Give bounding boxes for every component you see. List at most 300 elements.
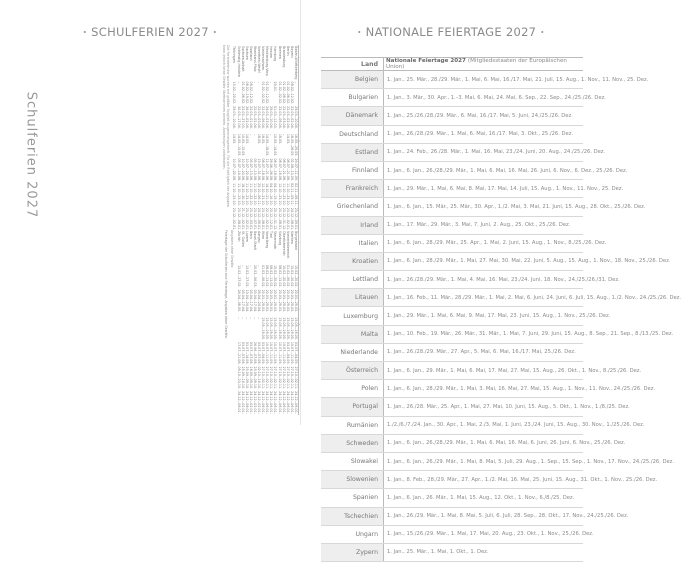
school-holidays-cell: 10.05.–14.05. <box>273 133 278 157</box>
school-holidays-cell: 20.03.–29.03. <box>269 289 274 313</box>
school-holidays-cell: 20.02.–06.03. <box>252 264 257 288</box>
holiday-row <box>321 89 583 107</box>
school-holidays-cell: Sachsen-Anhalt <box>240 46 245 72</box>
country-name: Rumänien <box>321 416 384 434</box>
holiday-row <box>321 161 583 179</box>
school-holidays-cell: 22.03.–27.03. <box>240 106 245 129</box>
holiday-dates: 1. Jan., 6. Jan., 28./29. Mär., 1. Mai, 3. Mai, 16. Mai, 27. Mai, 15. Aug., 1. Nov., 11. Nov., 24./25./26. Dez. <box>384 380 584 398</box>
school-holidays-cell: 18.05.–29.05. <box>293 133 298 157</box>
bullet-icon: • <box>357 28 362 37</box>
school-holidays-cell: Saarland <box>248 46 253 61</box>
school-holidays-row <box>241 230 245 415</box>
school-holidays-cell: 23.12.–02.01. <box>285 207 290 231</box>
school-holidays-cell: 24.12.–02.01. <box>252 391 257 414</box>
school-holidays-row <box>273 230 277 415</box>
school-holidays-cell: 24.12.–02.01. <box>248 391 253 414</box>
school-holidays-cell: 11.10.–23.10. <box>285 183 290 206</box>
bullet-icon: • <box>540 28 545 37</box>
school-holidays-cell: 23.12.–02.01. <box>244 207 249 231</box>
school-holidays-cell: – <box>252 81 257 84</box>
school-holidays-cell: 02.10.–16.10. <box>257 366 262 390</box>
school-holidays-cell: 15.05.–18.05. <box>265 317 270 340</box>
school-holidays-cell: Mecklenburg-Vorp. <box>265 46 270 77</box>
school-holidays-cell: 18.05. <box>257 133 262 145</box>
holiday-dates: 1. Jan., 25./26./28./29. Mär., 6. Mai, 16./17. Mai, 5. Juni, 24./25./26. Dez. <box>384 107 584 125</box>
school-holidays-cell: 24.03.–03.04. <box>265 106 270 129</box>
school-holidays-cell: 24.12.–02.01. <box>257 391 262 414</box>
school-holidays-cell: 18.09.–09.10. <box>248 366 253 390</box>
holiday-row <box>321 289 583 307</box>
school-holidays-cell: 24.12.–06.01. <box>281 391 286 414</box>
school-holidays-cell: 15.05.–18.05. <box>289 317 294 340</box>
school-holidays-cell: Luzern <box>244 231 249 243</box>
school-holidays-cell: 03.04.–17.04. <box>248 289 253 313</box>
school-holidays-row <box>261 230 265 415</box>
school-holidays-cell: 24.12.–06.01. <box>289 391 294 414</box>
school-holidays-footer: Feiertage der Schulferien sind Ferientage, Angaben ohne Gewähr. <box>224 230 229 339</box>
school-holidays-cell: 20.03.–29.03. <box>281 289 286 313</box>
school-holidays-cell: 14.05.–18.05. <box>265 133 270 157</box>
holiday-row <box>321 398 583 416</box>
holiday-dates: 1. Jan., 8. Feb., 28./29. Mär., 27. Apr., 1./2. Mai, 16. Mai, 25. Juni, 15. Aug., 31. Okt., 1. Nov., 25./26. Dez. <box>384 471 584 489</box>
holiday-row <box>321 507 583 525</box>
country-name: Tschechien <box>321 507 384 525</box>
school-holidays-cell: – <box>244 317 249 319</box>
country-name: Ungarn <box>321 525 384 543</box>
school-holidays-cell: 03.07.–07.08. <box>240 341 245 365</box>
school-holidays-cell: 22.03.–03.04. <box>257 106 262 129</box>
school-holidays-row <box>286 230 290 415</box>
school-holidays-cell: 24.12.–06.01. <box>293 391 298 414</box>
school-holidays-cell: 23.12.–03.01. <box>248 207 253 231</box>
school-holidays-cell: 01.02.–02.02. <box>277 81 282 105</box>
school-holidays-cell: 20.03.–29.03. <box>293 289 298 313</box>
school-holidays-row <box>249 230 253 415</box>
holiday-dates: 1. Jan., 6. Jan., 29. Mär., 1. Mai, 6. Mai, 17. Mai, 27. Mai, 15. Aug., 26. Okt., 1. Nov., 8./25./26. Dez. <box>384 362 584 380</box>
school-holidays-cell: – <box>257 81 262 84</box>
school-holidays-cell: 10.07.–20.08. <box>244 158 249 182</box>
school-holidays-cell: 24.12.–06.01. <box>269 391 274 414</box>
school-holidays-cell: 15.05.–18.05. <box>281 317 286 340</box>
holiday-row <box>321 362 583 380</box>
school-holidays-cell: – <box>281 133 286 136</box>
school-holidays-cell: 04.10.–16.10. <box>269 183 274 206</box>
school-holidays-cell: 22.03.–02.04. <box>289 106 294 129</box>
school-holidays-cell: 30.03.–17.04. <box>236 106 241 129</box>
school-holidays-table <box>232 45 303 231</box>
school-holidays-cell: – <box>269 81 274 84</box>
holiday-row <box>321 489 583 507</box>
holiday-row <box>321 325 583 343</box>
school-holidays-cell: – <box>240 264 245 267</box>
school-holidays-cell: Steiermark <box>273 231 278 250</box>
school-holidays-row <box>273 45 277 231</box>
school-holidays-cell: 12.07.–21.08. <box>265 158 270 182</box>
school-holidays-cell: Burgenland <box>293 231 298 250</box>
holiday-dates: 1. Jan., 17. Mär., 29. Mär., 3. Mai, 7. Juni, 2. Aug., 25. Okt., 25./26. Dez. <box>384 216 584 234</box>
right-page-header <box>301 25 601 39</box>
school-holidays-row <box>245 45 249 231</box>
school-holidays-cell: 04.10.–15.10. <box>273 183 278 206</box>
school-holidays-cell: 12.10.–23.10. <box>261 183 266 206</box>
school-holidays-cell: Basel-Stadt <box>252 231 257 250</box>
holiday-dates: 1. Jan., 6. Jan., 15. Mär., 25. Mär., 30. Apr., 1./2. Mai, 3. Mai, 21. Juni, 15. Aug., 28. Okt., 25./26. Dez. <box>384 198 584 216</box>
school-holidays-cell: 14.05. <box>285 133 290 145</box>
school-holidays-cell: 24.12.–08.01. <box>236 391 241 414</box>
holiday-dates: 1. Jan., 10. Feb., 19. Mär., 26. Mär., 31. Mär., 1. Mai, 7. Juni, 29. Juni, 15. Aug., 8. Sep., 21. Sep., 8./13./25. Dez. <box>384 325 584 343</box>
school-holidays-row <box>286 45 290 231</box>
holiday-row <box>321 416 583 434</box>
holiday-row <box>321 343 583 361</box>
school-holidays-cell: 20.03.–29.03. <box>289 289 294 313</box>
school-holidays-cell: 15.05.–18.05. <box>261 317 266 340</box>
school-holidays-cell: 23.12.–09.01. <box>293 207 298 231</box>
school-holidays-cell: 24.04.–08.05. <box>236 289 241 313</box>
school-holidays-cell: 22.03.–02.04. <box>252 106 257 129</box>
school-holidays-cell: 01.02.–06.02. <box>285 81 290 105</box>
school-holidays-cell: 24.12.–06.01. <box>277 391 282 414</box>
school-holidays-cell: 01.02.–02.02. <box>261 81 266 105</box>
school-holidays-cell: 12.10.–23.10. <box>277 183 282 206</box>
school-holidays-note: Die Ferientermine wurden mit größter Sorgfalt zusammengestellt. Für die Richtigkeit der Angaben kann jedoch keine Gewähr übernommen werden. Änderungen vorbehalten. <box>222 45 231 207</box>
school-holidays-cell: 01.03.–12.03. <box>273 106 278 129</box>
school-holidays-cell: Sachsen <box>244 46 249 60</box>
school-holidays-cell: 24.12.–06.01. <box>265 391 270 414</box>
holiday-dates: 1. Jan., 6. Jan., 26./28./29. Mär., 1. Mai, 6. Mai, 16. Mai, 6. Juni, 26. Juni, 6. Nov., 25./26. Dez. <box>384 434 584 452</box>
school-holidays-cell: 22.03.–02.04. <box>285 106 290 129</box>
school-holidays-cell: 10.07.–11.09. <box>281 341 286 365</box>
column-header-land: Land <box>321 58 384 71</box>
school-holidays-cell: Aargau <box>257 231 262 243</box>
school-holidays-row <box>253 230 257 415</box>
school-holidays-cell: 10.07.–11.09. <box>273 341 278 365</box>
school-holidays-cell: 17.07.–21.08. <box>236 341 241 365</box>
holiday-row <box>321 71 583 89</box>
school-holidays-cell: Nordrhein-Westf. <box>257 46 262 74</box>
school-holidays-cell: 11.10.–23.10. <box>244 183 249 206</box>
school-holidays-cell: 29.03.–10.04. <box>269 106 274 129</box>
holiday-dates: 1. Jan., 25. Mär., 1. Mai, 1. Okt., 1. Dez. <box>384 543 584 561</box>
school-holidays-cell: 22.12.–02.01. <box>265 207 270 231</box>
school-holidays-block <box>224 230 303 414</box>
country-name: Slowakei <box>321 452 384 470</box>
holiday-dates: 1. Jan., 29. Mär., 1. Mai, 6. Mai, 8. Mai, 17. Mai, 14. Juli, 15. Aug., 1. Nov., 11. Nov., 25. Dez. <box>384 180 584 198</box>
school-holidays-cell: 29.07.–11.09. <box>293 158 298 182</box>
school-holidays-cell: 29.03.–10.04. <box>232 106 237 129</box>
school-holidays-cell: 25.09.–09.10. <box>244 366 249 390</box>
school-holidays-cell: 02.11.–06.11. <box>293 183 298 206</box>
holiday-row <box>321 252 583 270</box>
school-holidays-cell: – <box>269 133 274 136</box>
left-page-header <box>0 25 300 39</box>
school-holidays-cell: 15.02.–20.02. <box>293 264 298 288</box>
holiday-row <box>321 271 583 289</box>
school-holidays-row <box>290 230 294 415</box>
school-holidays-cell: – <box>236 317 241 319</box>
holiday-dates: 1. Jan., 26./28./29. Mär., 27. Apr., 5. Mai, 6. Mai, 16./17. Mai, 25./26. Dez. <box>384 343 584 361</box>
school-holidays-cell: 27.10.–02.11. <box>269 366 274 390</box>
holiday-dates: 1. Jan., 29. Mär., 1. Mai, 6. Mai, 9. Mai, 17. Mai, 23. Juni, 15. Aug., 1. Nov., 25./26. Dez. <box>384 307 584 325</box>
school-holidays-cell: 15.05.–18.05. <box>293 317 298 340</box>
holiday-row <box>321 216 583 234</box>
school-holidays-cell: – <box>248 264 253 267</box>
school-holidays-cell: 10.07.–20.08. <box>232 158 237 182</box>
school-holidays-cell: 03.07.–04.09. <box>285 341 290 365</box>
holiday-row <box>321 180 583 198</box>
school-holidays-cell: 24.12.–08.01. <box>244 391 249 414</box>
country-name: Italien <box>321 234 384 252</box>
school-holidays-cell: 03.04.–17.04. <box>252 289 257 313</box>
school-holidays-cell: – <box>257 264 262 267</box>
country-name: Belgien <box>321 71 384 89</box>
holiday-row <box>321 471 583 489</box>
school-holidays-cell: 22.03.–01.04. <box>248 106 253 129</box>
school-holidays-table <box>237 230 304 415</box>
school-holidays-cell: 23.12.–02.01. <box>232 207 237 231</box>
vertical-title: Schulferien 2027 <box>23 91 39 219</box>
school-holidays-cell: 11.10.–22.10. <box>248 183 253 206</box>
school-holidays-cell: 15.02.–20.02. <box>273 264 278 288</box>
school-holidays-cell: 24.12.–06.01. <box>257 207 262 231</box>
school-holidays-cell: 10.07.–11.09. <box>265 341 270 365</box>
school-holidays-cell: 24.12.–08.01. <box>289 207 294 231</box>
school-holidays-cell: 13.02.–27.02. <box>236 264 241 288</box>
school-holidays-cell: 20.03.–29.03. <box>265 289 270 313</box>
school-holidays-cell: 18.05. <box>261 133 266 145</box>
country-name: Irland <box>321 216 384 234</box>
school-holidays-cell: Zürich <box>236 231 241 242</box>
country-name: Deutschland <box>321 125 384 143</box>
holiday-row <box>321 525 583 543</box>
school-holidays-cell: 01.02.–06.02. <box>261 264 266 288</box>
country-name: Österreich <box>321 362 384 380</box>
school-holidays-cell: 14.05.–15.05. <box>236 133 241 157</box>
school-holidays-cell: 24.12.–06.01. <box>285 391 290 414</box>
school-holidays-row <box>277 45 281 231</box>
school-holidays-cell: 20.12.–31.12. <box>273 207 278 231</box>
country-name: Portugal <box>321 398 384 416</box>
school-holidays-cell: 08.07.–21.08. <box>281 158 286 182</box>
school-holidays-row <box>237 230 241 415</box>
school-holidays-cell: 08.02.–12.02. <box>289 81 294 105</box>
school-holidays-row <box>265 45 269 231</box>
holiday-dates: 1. Jan., 6. Jan., 28./29. Mär., 1. Mai, 27. Mai, 30. Mai, 22. Juni, 5. Aug., 15. Aug., 1. Nov., 18. Nov., 25./26. Dez. <box>384 252 584 270</box>
school-holidays-cell: 27.10.–02.11. <box>281 366 286 390</box>
holiday-row <box>321 307 583 325</box>
school-holidays-cell: 25.10.–06.11. <box>257 183 262 206</box>
country-name: Frankreich <box>321 180 384 198</box>
country-name: Schweden <box>321 434 384 452</box>
school-holidays-cell: – <box>236 81 241 84</box>
school-holidays-cell: 23.12.–08.01. <box>236 207 241 231</box>
school-holidays-cell: 08.02.–13.02. <box>265 264 270 288</box>
left-page <box>0 0 300 425</box>
holiday-row <box>321 434 583 452</box>
school-holidays-cell: – <box>293 81 298 84</box>
school-holidays-cell: 01.02.–06.02. <box>240 81 245 105</box>
school-holidays-cell: Hessen <box>269 46 274 59</box>
school-holidays-cell: – <box>257 317 262 319</box>
school-holidays-cell: 15.02.–20.02. <box>232 81 237 105</box>
school-holidays-cell: 08.02.–12.02. <box>248 81 253 105</box>
school-holidays-cell: 14.05. <box>244 133 249 145</box>
bullet-icon: • <box>82 28 88 37</box>
country-name: Spanien <box>321 489 384 507</box>
school-holidays-cell: 20.03.–29.03. <box>277 289 282 313</box>
school-holidays-cell: 03.07.–07.08. <box>248 341 253 365</box>
school-holidays-row <box>294 45 299 231</box>
school-holidays-row <box>237 45 241 231</box>
school-holidays-cell: 26.03.–02.04. <box>244 106 249 129</box>
school-holidays-row <box>245 230 249 415</box>
school-holidays-row <box>265 230 269 415</box>
holiday-dates: 1. Jan., 16. Feb., 11. Mär., 28./29. Mär., 1. Mai, 2. Mai, 6. Juni, 24. Juni, 6. Juli, 15. Aug., 1./2. Nov., 24./25./26. Dez. <box>384 289 584 307</box>
school-holidays-cell: 03.04.–17.04. <box>240 289 245 313</box>
school-holidays-rotated <box>53 45 303 414</box>
school-holidays-cell: – <box>252 317 257 319</box>
school-holidays-cell: 10.07.–20.08. <box>240 158 245 182</box>
school-holidays-cell: 08.07.–18.08. <box>277 158 282 182</box>
school-holidays-cell: 18.05.–28.05. <box>289 133 294 157</box>
school-holidays-cell: 23.12.–07.01. <box>252 207 257 231</box>
school-holidays-cell: Salzburg <box>277 231 282 246</box>
school-holidays-cell: 01.02.–12.02. <box>265 81 270 105</box>
country-name: Bulgarien <box>321 89 384 107</box>
school-holidays-cell: Niedersachsen <box>261 46 266 71</box>
school-holidays-cell: 23.12.–08.01. <box>261 207 266 231</box>
school-holidays-cell: 23.12.–12.01. <box>269 207 274 231</box>
holiday-dates: 1. Jan., 6. Jan., 26./29. Mär., 1. Mai, 8. Mai, 5. Juli, 29. Aug., 1. Sep., 15. Sep., 1. Nov., 17. Nov., 24./25./26. Dez. <box>384 452 584 470</box>
school-holidays-cell: 27.10.–02.11. <box>273 366 278 390</box>
holiday-dates: 1. Jan., 6. Jan., 26. Mär., 1. Mai, 15. Aug., 12. Okt., 1. Nov., 6./8./25. Dez. <box>384 489 584 507</box>
holiday-dates: 1. Jan., 3. Mär., 30. Apr., 1.–3. Mai, 6. Mai, 24. Mai, 6. Sep., 22. Sep., 24./25./26. Dez. <box>384 89 584 107</box>
school-holidays-cell: 08.07.–21.08. <box>285 158 290 182</box>
school-holidays-cell: 27.10.–02.11. <box>289 366 294 390</box>
school-holidays-cell: 03.07.–04.09. <box>293 341 298 365</box>
holiday-dates: 1. Jan., 15./26./29. Mär., 1. Mai, 17. Mai, 20. Aug., 23. Okt., 1. Nov., 25./26. Dez. <box>384 525 584 543</box>
school-holidays-row <box>294 230 299 415</box>
holiday-row <box>321 125 583 143</box>
school-holidays-cell: Bayern <box>289 46 294 58</box>
school-holidays-cell: St. Gallen <box>240 231 245 248</box>
school-holidays-area <box>56 45 304 414</box>
holiday-row <box>321 234 583 252</box>
school-holidays-cell: – <box>252 133 257 136</box>
school-holidays-cell: 02.08.–13.09. <box>289 158 294 182</box>
column-header-dates-sub: (Mitgliedsstaaten der Europäischen Union) <box>386 58 567 70</box>
country-name: Griechenland <box>321 198 384 216</box>
holiday-table <box>321 57 681 562</box>
holiday-row <box>321 107 583 125</box>
holiday-dates: 1. Jan., 26./28./29. Mär., 1. Mai, 4. Mai, 16. Mai, 23./24. Juni, 18. Nov., 24./25./26./31. Dez. <box>384 271 584 289</box>
school-holidays-cell: Brandenburg <box>281 46 286 68</box>
right-page-title: NATIONALE FEIERTAGE 2027 <box>365 25 537 39</box>
school-holidays-cell: 05.07.–13.08. <box>248 158 253 182</box>
vertical-title-box <box>18 40 44 270</box>
school-holidays-cell: Thüringen <box>232 46 237 63</box>
school-holidays-cell: 18.05. <box>277 133 282 145</box>
school-holidays-block <box>222 45 303 231</box>
school-holidays-cell: 08.02.–19.02. <box>244 81 249 105</box>
school-holidays-cell: 20.03.–29.03. <box>261 289 266 313</box>
school-holidays-cell: 28.06.–06.08. <box>269 158 274 182</box>
country-name: Slowenien <box>321 471 384 489</box>
school-holidays-cell: 05.07.–14.08. <box>236 158 241 182</box>
school-holidays-cell: 09.10.–23.10. <box>236 366 241 390</box>
school-holidays-cell: 15.05.–18.05. <box>269 317 274 340</box>
holiday-dates: 1. Jan., 26./28. Mär., 25. Apr., 1. Mai, 27. Mai, 10. Juni, 15. Aug., 5. Okt., 1. Nov., 1./8./25. Dez. <box>384 398 584 416</box>
country-name: Estland <box>321 143 384 161</box>
left-page-title: SCHULFERIEN 2027 <box>91 25 209 39</box>
school-holidays-cell: 22.03.–06.04. <box>277 106 282 129</box>
school-holidays-cell: 25.09.–16.10. <box>240 366 245 390</box>
school-holidays-cell: Baden-Württemberg <box>293 46 298 80</box>
school-holidays-cell: 03.07.–04.09. <box>261 341 266 365</box>
holiday-table-header <box>321 58 583 71</box>
school-holidays-cell: 20.03.–29.03. <box>285 289 290 313</box>
school-holidays-cell: – <box>248 133 253 136</box>
country-name: Polen <box>321 380 384 398</box>
holiday-row <box>321 198 583 216</box>
school-holidays-cell: Oberösterreich <box>281 231 286 256</box>
school-holidays-cell: Rheinland-Pfalz <box>252 46 257 72</box>
holiday-dates: 1. Jan., 6. Jan., 26./28./29. Mär., 1. Mai, 6. Mai, 16. Mai, 26. Juni, 6. Nov., 6. Dez., 25./26. Dez. <box>384 161 584 179</box>
country-name: Niederlande <box>321 343 384 361</box>
school-holidays-cell: 02.11.–05.11. <box>289 183 294 206</box>
school-holidays-cell: 03.07.–14.08. <box>244 341 249 365</box>
school-holidays-cell: 24.12.–02.01. <box>240 391 245 414</box>
school-holidays-cell: 25.09.–09.10. <box>252 366 257 390</box>
school-holidays-cell: 05.07.–13.08. <box>252 158 257 182</box>
school-holidays-cell: 22.03.–03.04. <box>281 106 286 129</box>
school-holidays-cell: – <box>248 317 253 319</box>
school-holidays-cell: 27.10.–02.11. <box>285 366 290 390</box>
school-holidays-cell: 03.07.–07.08. <box>257 341 262 365</box>
school-holidays-cell: 15.02.–20.02. <box>289 264 294 288</box>
school-holidays-cell: 08.07.–18.08. <box>273 158 278 182</box>
bullet-icon: • <box>212 28 218 37</box>
column-header-dates-title: Nationale Feiertage 2027 <box>386 58 466 64</box>
school-holidays-cell: 15.05.–18.05. <box>277 317 282 340</box>
school-holidays-row <box>249 45 253 231</box>
holiday-dates: 1. Jan., 26./29. Mär., 1. Mai, 8. Mai, 5. Juli, 6. Juli, 28. Sep., 28. Okt., 17. Nov., 24./25./26. Dez. <box>384 507 584 525</box>
school-holidays-cell: Bremen <box>277 46 282 59</box>
school-holidays-row <box>257 45 261 231</box>
school-holidays-cell: 26.06.–07.08. <box>252 341 257 365</box>
school-holidays-cell: Vorarlberg <box>265 231 270 249</box>
holiday-dates: 1. Jan., 26./28./29. Mär., 1. Mai, 6. Mai, 16./17. Mai, 3. Okt., 25./26. Dez. <box>384 125 584 143</box>
country-name: Lettland <box>321 271 384 289</box>
school-holidays-cell: 10.07.–11.09. <box>277 341 282 365</box>
school-holidays-cell: Bern <box>248 231 253 239</box>
school-holidays-cell: Schleswig-Holstein <box>236 46 241 78</box>
school-holidays-cell: 08.02.–13.02. <box>277 264 282 288</box>
school-holidays-cell: 23.12.–08.01. <box>277 207 282 231</box>
school-holidays-cell: 14.10.–21.10. <box>265 183 270 206</box>
country-name: Kroatien <box>321 252 384 270</box>
right-page <box>300 0 681 556</box>
school-holidays-cell: 01.02.–06.02. <box>285 264 290 288</box>
school-holidays-cell: Wien <box>261 231 266 240</box>
school-holidays-cell: 20.03.–29.03. <box>273 289 278 313</box>
school-holidays-cell: Berlin <box>285 46 290 56</box>
school-holidays-cell: 11.10.–23.10. <box>232 183 237 206</box>
school-holidays-cell: 22.03.–06.04. <box>261 106 266 129</box>
school-holidays-cell: 19.07.–31.08. <box>257 158 262 182</box>
holiday-dates: 1./2./6./7./24. Jan., 30. Apr., 1. Mai, 2./3. Mai, 1. Juni, 23./24. Juni, 15. Aug., 30. Nov., 1./25./26. Dez. <box>384 416 584 434</box>
school-holidays-cell: 24.12.–06.01. <box>273 391 278 414</box>
school-holidays-cell: 18.10.–30.10. <box>240 183 245 206</box>
